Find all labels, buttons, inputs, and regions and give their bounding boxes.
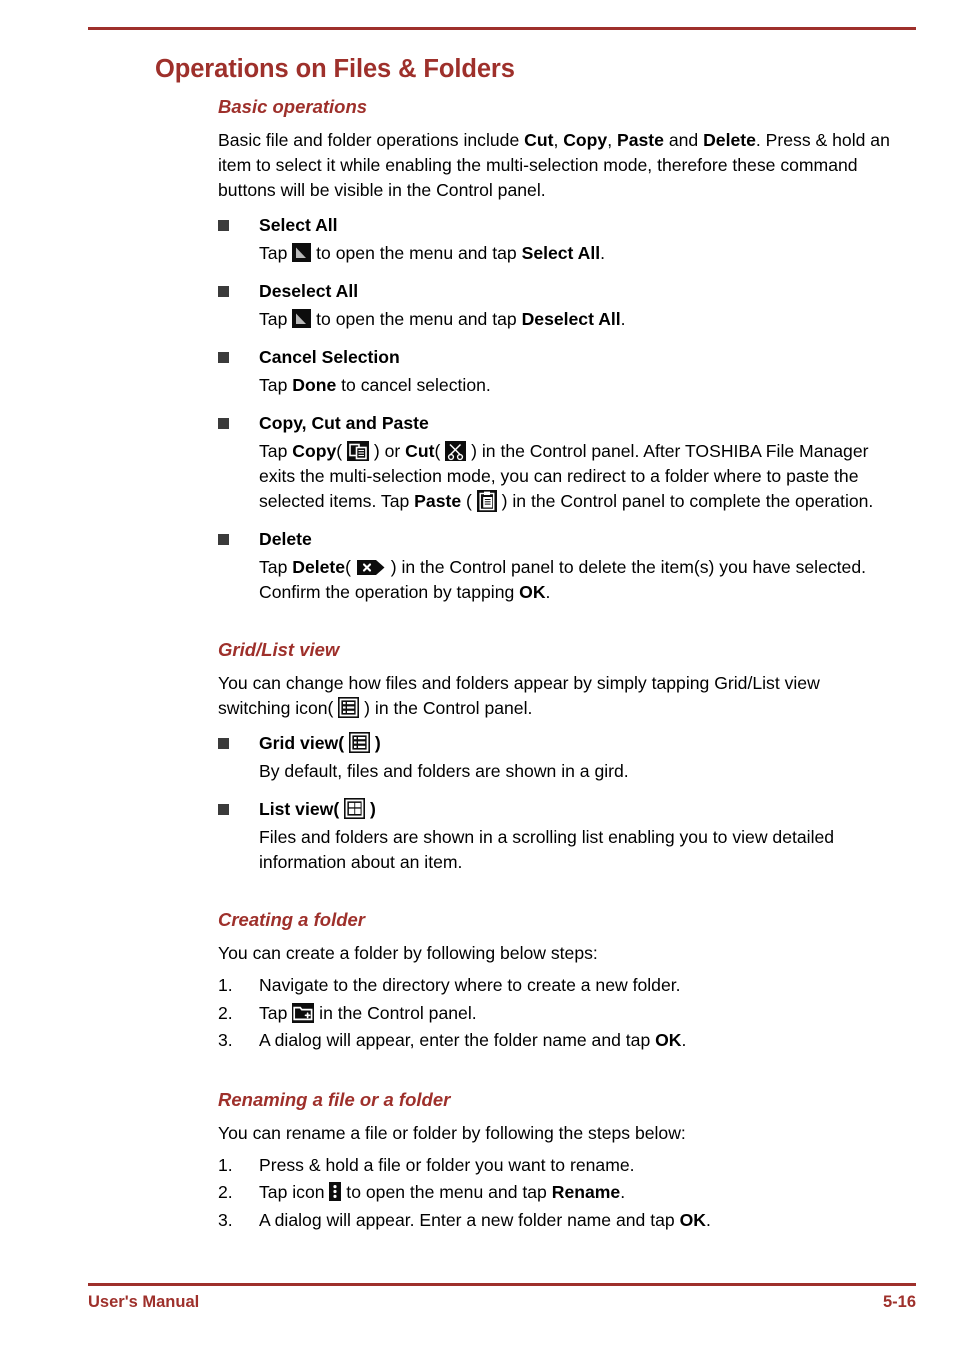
list-item bbox=[155, 410, 895, 514]
term-cut: Cut bbox=[524, 130, 554, 150]
renaming-intro: You can rename a file or folder by following the steps below: bbox=[218, 1122, 686, 1143]
copy-icon[interactable] bbox=[347, 441, 369, 461]
step-text-post: in the Control panel. bbox=[314, 1002, 477, 1023]
term-delete: Delete bbox=[703, 130, 756, 150]
step-number: 1. bbox=[218, 975, 233, 995]
list-item bbox=[155, 1000, 895, 1028]
item-body-grid-view: By default, files and folders are shown in a gird. bbox=[259, 761, 629, 781]
list-item bbox=[155, 796, 895, 875]
step-number: 1. bbox=[218, 1154, 233, 1175]
list-item bbox=[155, 730, 895, 784]
body-pre: Tap bbox=[259, 309, 293, 329]
intro-pre: You can change how files and folders appear by simply tapping Grid/List view switching icon( bbox=[218, 673, 820, 718]
step-number: 3. bbox=[218, 1030, 233, 1050]
section-heading-grid-list-view: Grid/List view bbox=[218, 639, 340, 660]
section-heading-renaming: Renaming a file or a folder bbox=[218, 1088, 451, 1110]
intro-post: ) in the Control panel. bbox=[359, 698, 533, 718]
step-text-post: . bbox=[620, 1182, 626, 1202]
section-heading-creating-a-folder: Creating a folder bbox=[218, 909, 365, 930]
list-item bbox=[155, 1027, 895, 1055]
creating-folder-intro: You can create a folder by following below steps: bbox=[218, 943, 598, 963]
step-text-pre: Tap icon bbox=[259, 1182, 330, 1202]
footer-rule bbox=[88, 1283, 916, 1286]
renaming-steps bbox=[155, 1152, 895, 1235]
bullet-square-icon bbox=[218, 738, 229, 749]
step-text-mid: to open the menu and tap bbox=[341, 1182, 552, 1202]
menu-icon[interactable] bbox=[292, 243, 311, 262]
paren-close: ) in the Control panel to delete the item(s) you have selected. Confirm the operation by tapping bbox=[259, 557, 867, 602]
bullet-square-icon bbox=[218, 534, 229, 545]
list-item bbox=[155, 1207, 895, 1235]
item-title-list-view bbox=[259, 796, 895, 823]
term-paste: Paste bbox=[616, 130, 664, 150]
paren-close: ) bbox=[365, 799, 376, 819]
step-text-bold: OK bbox=[679, 1209, 706, 1230]
body-pre: Tap bbox=[259, 557, 293, 577]
item-body-select-all bbox=[259, 241, 895, 266]
item-body-deselect-all bbox=[259, 307, 895, 332]
item-title-cancel-selection: Cancel Selection bbox=[259, 347, 400, 367]
body-post: . bbox=[620, 309, 626, 329]
step-text-bold: OK bbox=[655, 1030, 682, 1050]
step-number: 3. bbox=[218, 1209, 233, 1230]
item-title-copy-cut-paste: Copy, Cut and Paste bbox=[259, 413, 429, 433]
list-item bbox=[155, 344, 895, 398]
body-post: . bbox=[545, 582, 551, 602]
paren-open: ( bbox=[345, 557, 356, 577]
intro-text-2: . Press & hold an item to select it while enabling the multi-selection mode, therefore these command buttons will be visible in the Control panel. bbox=[218, 130, 890, 200]
paren-open: ( bbox=[338, 733, 349, 753]
intro-sep-2: , bbox=[607, 130, 617, 150]
paren-open-1: ( bbox=[336, 441, 347, 461]
paste-icon[interactable] bbox=[477, 490, 497, 512]
bullet-square-icon bbox=[218, 804, 229, 815]
item-body-delete bbox=[259, 555, 895, 605]
list-item bbox=[155, 212, 895, 266]
item-title-deselect-all: Deselect All bbox=[259, 281, 359, 301]
term-copy: Copy bbox=[563, 130, 608, 150]
paren-close: ) bbox=[369, 733, 381, 753]
grid-list-view-list bbox=[155, 730, 895, 875]
bullet-square-icon bbox=[218, 418, 229, 429]
term-delete: Delete bbox=[292, 557, 346, 577]
body-bold: Select All bbox=[521, 243, 601, 263]
item-body-cancel-selection bbox=[259, 373, 895, 398]
term-ok: OK bbox=[519, 582, 546, 602]
basic-operations-intro bbox=[155, 128, 895, 203]
step-text-pre: A dialog will appear. Enter a new folder name and tap bbox=[259, 1209, 680, 1230]
body-pre: Tap bbox=[259, 441, 293, 461]
body-mid: to open the menu and tap bbox=[311, 243, 522, 263]
label-list-view: List view bbox=[259, 799, 334, 819]
section-heading-basic-operations: Basic operations bbox=[218, 96, 368, 117]
step-text: Navigate to the directory where to create a new folder. bbox=[259, 975, 681, 995]
list-item bbox=[155, 1179, 895, 1207]
page-footer bbox=[88, 1293, 916, 1312]
page-title: Operations on Files & Folders bbox=[155, 55, 515, 83]
page-content bbox=[155, 55, 895, 1234]
paren-open-2: ( bbox=[434, 441, 446, 461]
paren-close-1: ) or bbox=[369, 441, 406, 461]
list-view-icon[interactable] bbox=[338, 697, 359, 718]
paren-open: ( bbox=[333, 799, 345, 819]
step-number: 2. bbox=[218, 1182, 233, 1202]
step-text-pre: A dialog will appear, enter the folder name and tap bbox=[259, 1030, 656, 1050]
intro-sep-3: and bbox=[663, 130, 704, 150]
step-text-pre: Tap bbox=[259, 1002, 293, 1023]
item-body-list-view: Files and folders are shown in a scrolling list enabling you to view detailed information about an item. bbox=[259, 827, 835, 872]
grid-list-intro bbox=[155, 671, 895, 721]
step-text: Press & hold a file or folder you want to rename. bbox=[259, 1154, 635, 1175]
label-grid-view: Grid view bbox=[259, 733, 339, 753]
list-item bbox=[155, 278, 895, 332]
item-title-select-all: Select All bbox=[259, 215, 338, 235]
basic-operations-list bbox=[155, 212, 895, 605]
intro-text-1: Basic file and folder operations include bbox=[218, 130, 525, 150]
step-text-post: . bbox=[705, 1209, 711, 1230]
paren-close-3: ) in the Control panel to complete the operation. bbox=[496, 491, 874, 511]
delete-icon[interactable] bbox=[356, 559, 386, 576]
body-pre: Tap bbox=[259, 243, 293, 263]
intro-sep-1: , bbox=[553, 130, 564, 150]
list-item bbox=[155, 526, 895, 605]
paren-close-2: ) in the Control panel. After TOSHIBA File Manager exits the multi-selection mode, you can redirect to a folder where to paste the selected items. Tap bbox=[259, 441, 869, 511]
list-view-icon[interactable] bbox=[349, 732, 370, 753]
step-number: 2. bbox=[218, 1002, 233, 1023]
menu-icon[interactable] bbox=[292, 309, 311, 328]
term-paste: Paste bbox=[414, 491, 462, 511]
header-rule bbox=[88, 27, 916, 30]
list-item bbox=[155, 1152, 895, 1180]
new-folder-icon[interactable] bbox=[292, 1003, 314, 1023]
creating-folder-steps bbox=[155, 972, 895, 1055]
footer-page-number: 5-16 bbox=[882, 1293, 916, 1311]
cut-icon[interactable] bbox=[445, 441, 466, 461]
bullet-square-icon bbox=[218, 286, 229, 297]
grid-view-icon[interactable] bbox=[344, 798, 365, 819]
body-pre: Tap bbox=[259, 375, 293, 395]
bullet-square-icon bbox=[218, 352, 229, 363]
body-post: to cancel selection. bbox=[336, 375, 491, 395]
body-mid: to open the menu and tap bbox=[311, 309, 522, 329]
item-title-delete: Delete bbox=[259, 529, 312, 549]
term-copy: Copy bbox=[292, 441, 337, 461]
footer-manual-label: User's Manual bbox=[88, 1293, 200, 1311]
body-bold: Deselect All bbox=[521, 309, 621, 329]
body-post: . bbox=[600, 243, 606, 263]
bullet-square-icon bbox=[218, 220, 229, 231]
step-text-bold: Rename bbox=[551, 1182, 621, 1202]
item-body-copy-cut-paste bbox=[259, 439, 895, 514]
body-bold: Done bbox=[292, 375, 337, 395]
list-item bbox=[155, 972, 895, 1000]
term-cut: Cut bbox=[405, 441, 435, 461]
paren-open-3: ( bbox=[461, 491, 477, 511]
kebab-menu-icon[interactable] bbox=[329, 1182, 341, 1201]
step-text-post: . bbox=[681, 1030, 687, 1050]
item-title-grid-view bbox=[259, 730, 895, 757]
